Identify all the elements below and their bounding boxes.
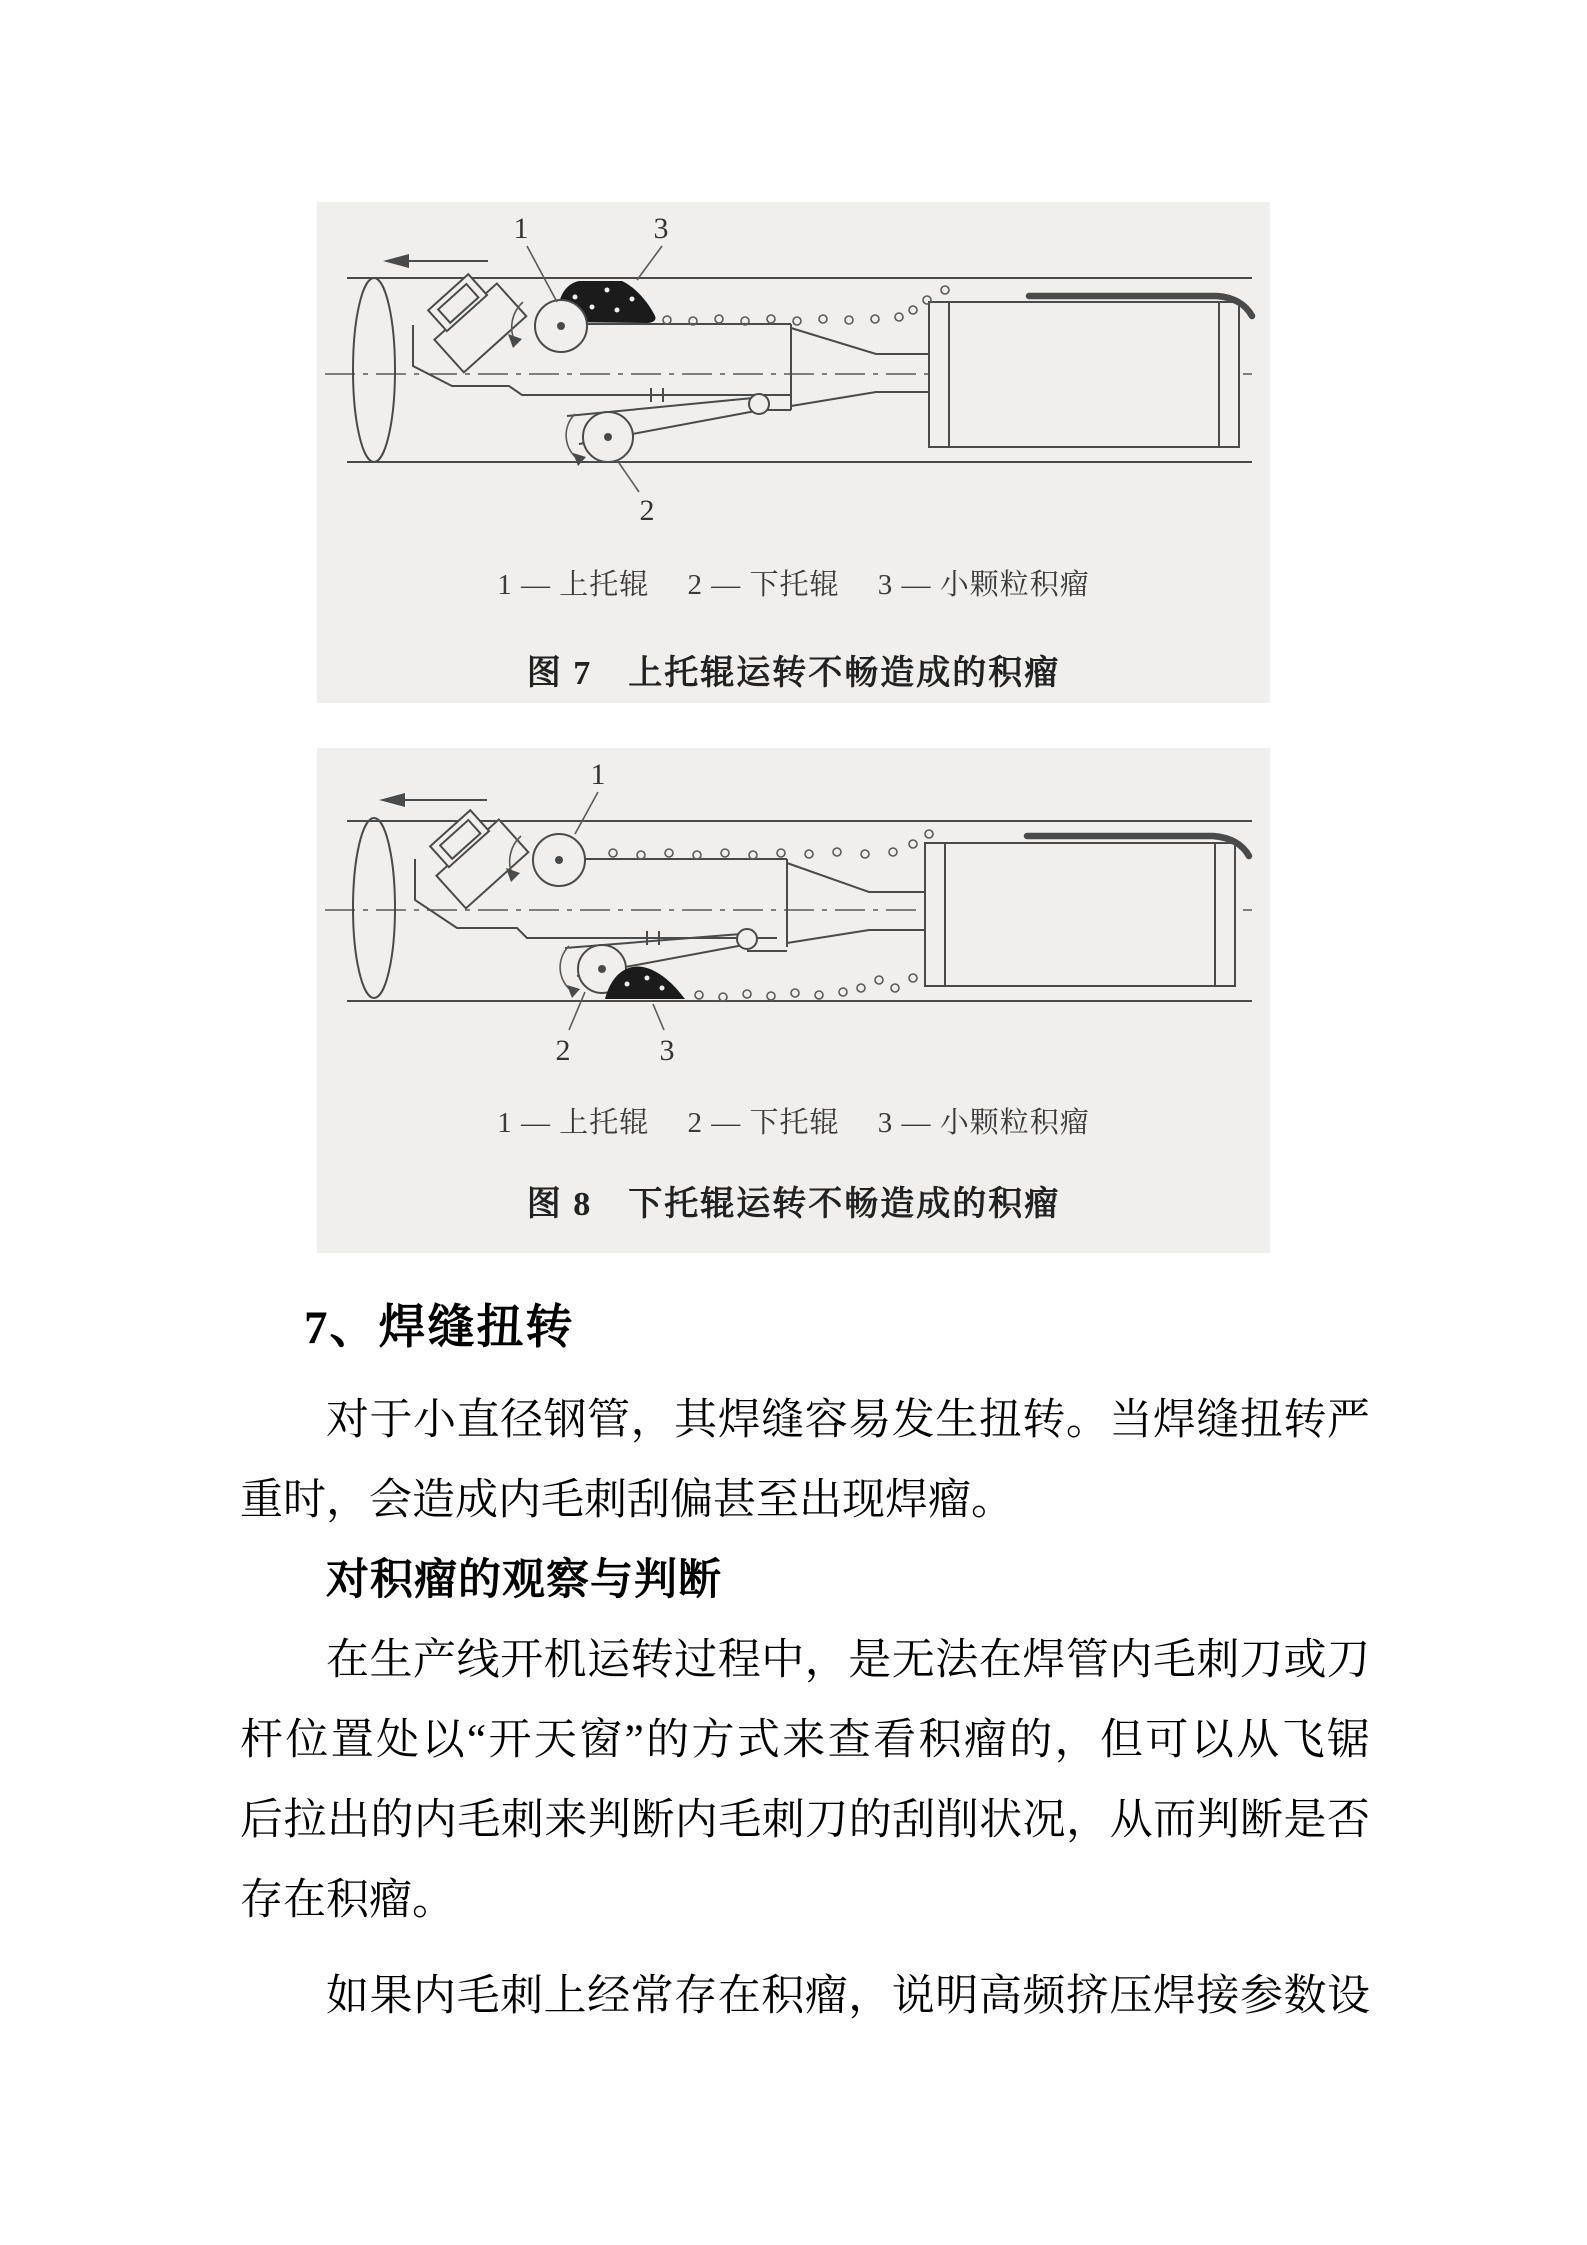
lower-roller	[566, 412, 633, 466]
para2-line1: 在生产线开机运转过程中，是无法在焊管内毛刺刀或刀	[326, 1637, 1370, 1684]
figure-7	[317, 202, 1270, 703]
figure8-caption: 图 8 下托辊运转不畅造成的积瘤	[526, 1186, 1061, 1223]
para1-line2: 重时，会造成内毛刺刮偏甚至出现焊瘤。	[240, 1477, 1014, 1524]
label-2: 2	[639, 494, 655, 527]
label-2: 2	[555, 1034, 571, 1067]
mandrel-cylinder	[925, 836, 1249, 986]
leader-2	[569, 992, 585, 1030]
leader-3	[637, 246, 662, 280]
para1-line1: 对于小直径钢管，其焊缝容易发生扭转。当焊缝扭转严	[326, 1397, 1370, 1444]
particle-dots-top	[609, 830, 933, 859]
pipe-end-ellipse	[353, 818, 395, 998]
sub-heading: 对积瘤的观察与判断	[326, 1557, 722, 1604]
figure8-legend: 1 — 上托辊 2 — 下托辊 3 — 小颗粒积瘤	[497, 1107, 1090, 1139]
figure8-diagram	[317, 748, 1270, 1088]
welder-head	[417, 264, 526, 372]
leader-3	[653, 1004, 664, 1030]
figure7-caption: 图 7 上托辊运转不畅造成的积瘤	[526, 655, 1061, 692]
label-1: 1	[513, 212, 529, 245]
particle-dots	[663, 286, 949, 325]
leader-1	[527, 246, 557, 302]
direction-arrow	[383, 254, 488, 268]
body-text	[240, 1288, 1370, 2037]
para2-line4: 存在积瘤。	[240, 1877, 455, 1924]
pipe-end-ellipse	[353, 278, 395, 462]
figure7-legend: 1 — 上托辊 2 — 下托辊 3 — 小颗粒积瘤	[497, 569, 1090, 601]
section-heading: 7、焊缝扭转	[304, 1302, 575, 1354]
leader-1	[575, 792, 598, 834]
para2-line3: 后拉出的内毛刺来判断内毛刺刀的刮削状况，从而判断是否	[240, 1797, 1370, 1844]
leader-2	[617, 460, 639, 492]
label-1: 1	[590, 758, 606, 791]
figure-8	[317, 748, 1270, 1253]
welder-head	[419, 800, 528, 908]
para2-line2: 杆位置处以“开天窗”的方式来查看积瘤的，但可以从飞锯	[240, 1717, 1370, 1764]
direction-arrow	[379, 793, 487, 807]
particle-dots-bottom	[695, 974, 917, 1001]
figure7-diagram	[317, 202, 1270, 542]
label-3: 3	[653, 212, 669, 245]
label-3: 3	[659, 1034, 675, 1067]
mandrel-funnel	[787, 859, 925, 947]
mandrel-cylinder	[929, 296, 1252, 447]
mandrel-funnel	[791, 324, 929, 410]
para3-line1: 如果内毛刺上经常存在积瘤，说明高频挤压焊接参数设	[326, 1973, 1370, 2020]
